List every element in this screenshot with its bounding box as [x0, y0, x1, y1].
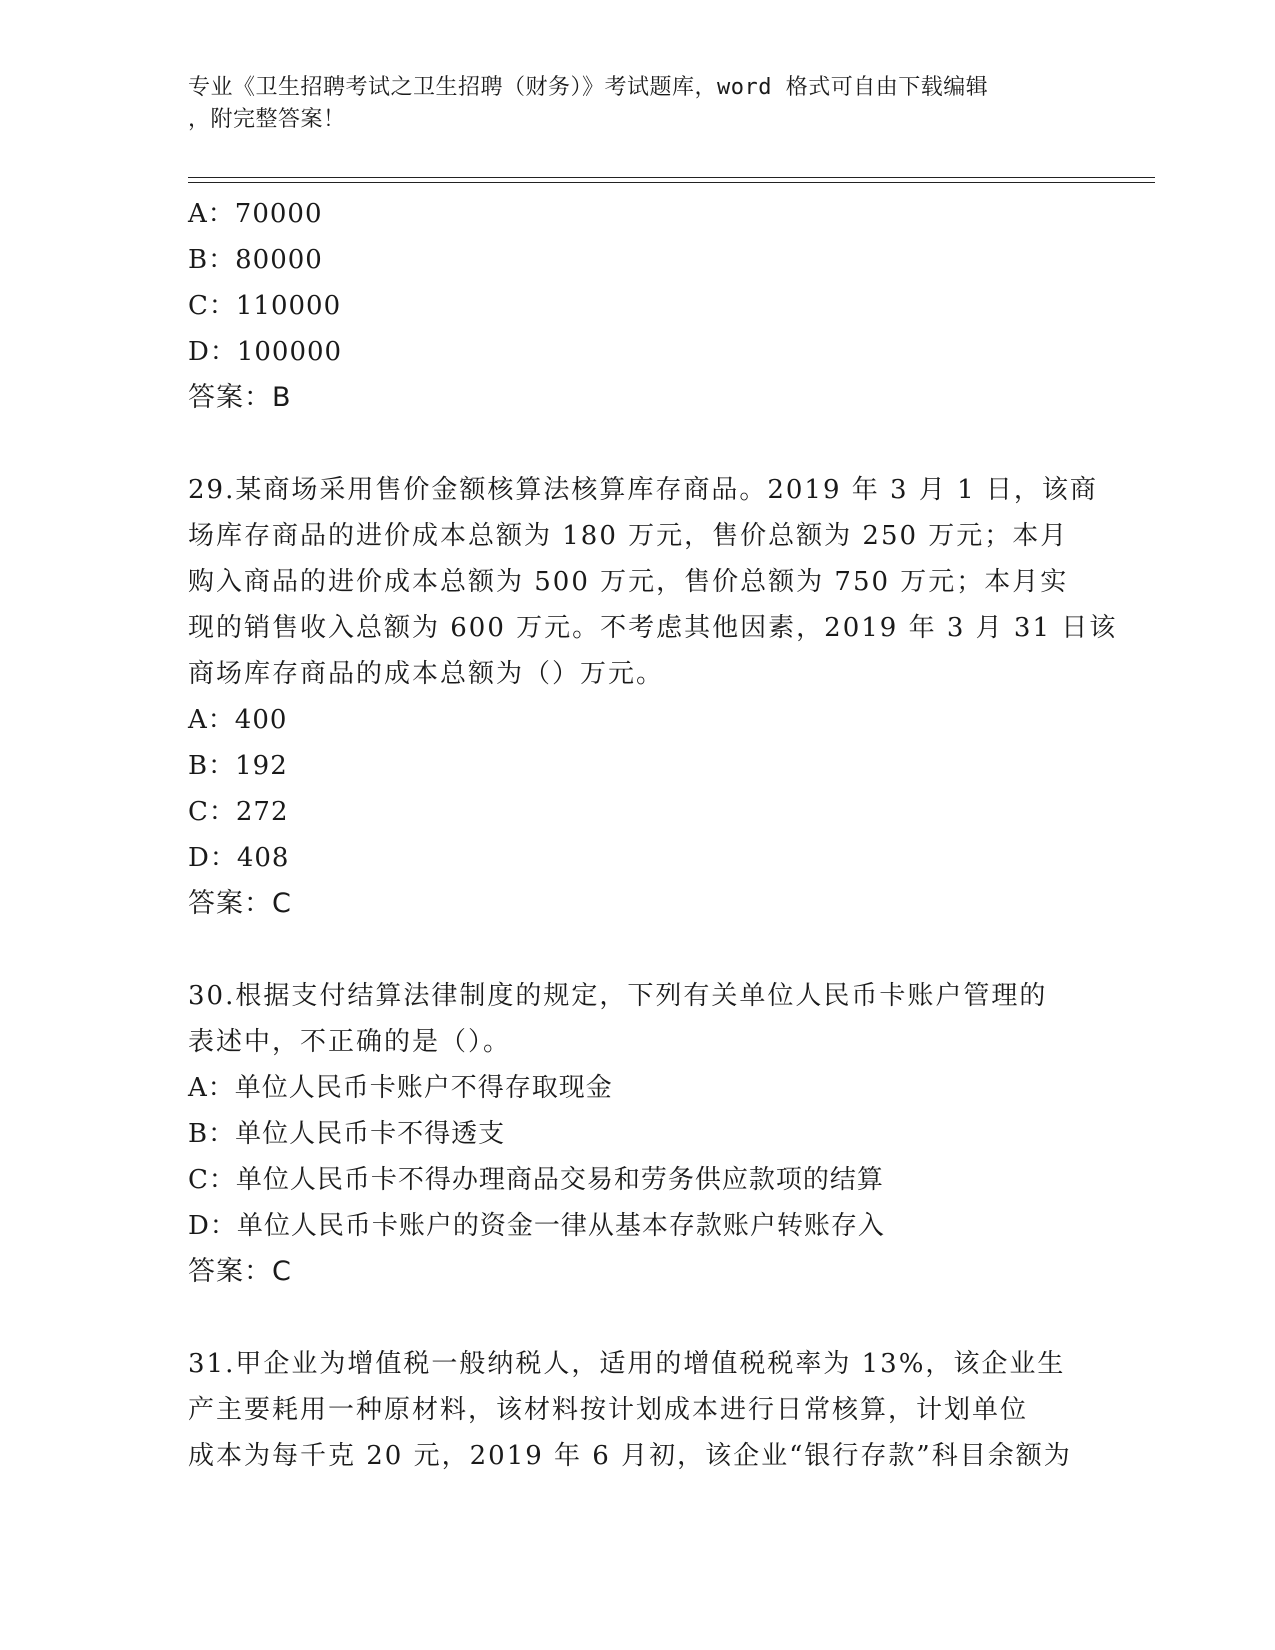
answer-line: 答案：B [188, 382, 292, 413]
answer-line: 答案：C [188, 1256, 292, 1287]
spacer [188, 927, 1088, 973]
option-d: D：408 [188, 843, 290, 873]
option-a: A：单位人民币卡账户不得存取现金 [188, 1073, 613, 1103]
option-a: A：70000 [188, 199, 323, 229]
question-30 [188, 973, 1088, 1295]
option-b: B：192 [188, 751, 288, 781]
question-28 [188, 191, 1088, 421]
option-d: D：100000 [188, 337, 343, 367]
question-31 [188, 1341, 1088, 1479]
header-divider-bottom [188, 182, 1155, 183]
question-text-line: 购入商品的进价成本总额为 500 万元，售价总额为 750 万元；本月实 [188, 567, 1069, 597]
option-c: C：272 [188, 797, 289, 827]
option-b: B：单位人民币卡不得透支 [188, 1119, 506, 1149]
question-text-line: 29.某商场采用售价金额核算法核算库存商品。2019 年 3 月 1 日，该商 [188, 475, 1098, 505]
question-text-line: 31.甲企业为增值税一般纳税人，适用的增值税税率为 13%，该企业生 [188, 1349, 1066, 1379]
question-text-line: 表述中，不正确的是（）。 [188, 1027, 512, 1057]
option-b: B：80000 [188, 245, 323, 275]
document-body [188, 191, 1118, 1479]
header-divider-top [188, 177, 1155, 178]
option-c: C：单位人民币卡不得办理商品交易和劳务供应款项的结算 [188, 1165, 884, 1195]
answer-line: 答案：C [188, 888, 292, 919]
question-text-line: 商场库存商品的成本总额为（）万元。 [188, 659, 665, 689]
spacer [188, 1295, 1088, 1341]
header-line-2: ，附完整答案！ [188, 107, 346, 132]
question-text-line: 现的销售收入总额为 600 万元。不考虑其他因素，2019 年 3 月 31 日该 [188, 613, 1118, 643]
question-text-line: 场库存商品的进价成本总额为 180 万元，售价总额为 250 万元；本月 [188, 521, 1069, 551]
option-a: A：400 [188, 705, 288, 735]
question-text-line: 30.根据支付结算法律制度的规定，下列有关单位人民币卡账户管理的 [188, 981, 1048, 1011]
question-text-line: 产主要耗用一种原材料，该材料按计划成本进行日常核算，计划单位 [188, 1395, 1029, 1425]
question-text-line: 成本为每千克 20 元，2019 年 6 月初，该企业“银行存款”科目余额为 [188, 1441, 1072, 1471]
option-c: C：110000 [188, 291, 342, 321]
document-header [188, 72, 1068, 136]
header-line-1: 专业《卫生招聘考试之卫生招聘（财务）》考试题库，word 格式可自由下载编辑 [188, 75, 989, 100]
spacer [188, 421, 1088, 467]
option-d: D：单位人民币卡账户的资金一律从基本存款账户转账存入 [188, 1211, 885, 1241]
question-29 [188, 467, 1118, 927]
